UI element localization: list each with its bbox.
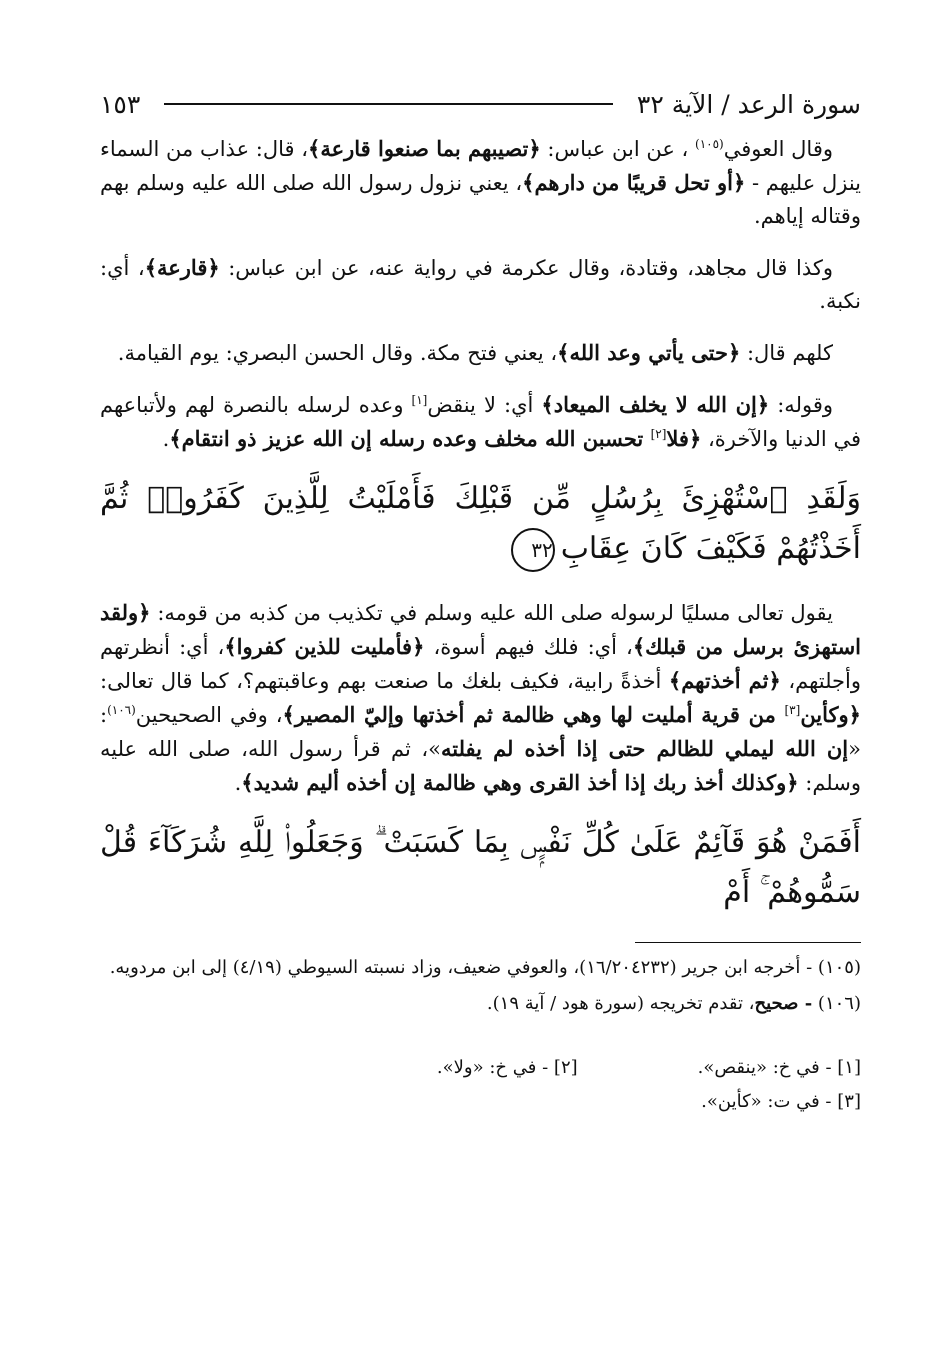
quran-verse-33-start	[100, 818, 861, 918]
quran-quote: ﴿إن الله لا يخلف الميعاد﴾	[541, 392, 770, 417]
quran-quote: ﴿أو تحل قريبًا من دارهم﴾	[522, 170, 746, 195]
variant-ref: [٢]	[650, 427, 667, 441]
text-run: ، يعني فتح مكة. وقال الحسن البصري: يوم القيامة.	[117, 341, 558, 365]
quran-quote: ﴿قارعة﴾	[144, 255, 220, 280]
page-number: ١٥٣	[100, 89, 141, 119]
sura-title: سورة الرعد / الآية ٣٢	[636, 89, 861, 119]
footnote-ref: (١٠٥)	[695, 137, 724, 151]
text-run: ، أي: نكبة.	[100, 256, 861, 313]
text-run: وقال العوفي	[723, 137, 833, 161]
text-run: أي: لا ينقض	[427, 393, 542, 417]
quran-quote: ﴿فلا	[666, 426, 702, 451]
verse-text: أَفَمَنْ هُوَ قَآئِمٌ عَلَىٰ كُلِّ نَفْسٍۭ بِمَا كَسَبَتْ ۗ وَجَعَلُوا۟ لِلَّهِ شُرَكَآءَ قُلْ سَمُّوهُمْ ۚ أَمْ	[100, 825, 861, 910]
variant-text: - في ت: «كأين».	[701, 1091, 832, 1112]
text-run: ، قال: عذاب من السماء ينزل عليهم -	[99, 137, 862, 195]
variants-column-1	[698, 1053, 861, 1121]
text-run: ، عن ابن عباس:	[540, 137, 689, 161]
text-run: وقوله:	[769, 393, 833, 417]
text-run: .	[234, 771, 242, 795]
variants-column-2	[437, 1053, 578, 1121]
variant-ref: [١]	[411, 393, 428, 407]
footnote-text: ، تقدم تخريجه (سورة هود / آية ١٩).	[486, 993, 755, 1014]
footnote-106	[100, 989, 861, 1019]
variant-note-1	[698, 1053, 861, 1083]
text-run: ، أي: أنظرتهم وأجلتهم،	[100, 635, 862, 693]
quran-quote: ﴿فأمليت للذين كفروا﴾	[224, 634, 425, 659]
text-run: أخذةً رابية، فكيف بلغك ما صنعت بهم وعاقبتهم؟، كما قال تعالى:	[100, 669, 669, 693]
text-run: »، ثم قرأ رسول الله، صلى الله عليه وسلم:	[100, 737, 861, 795]
quran-quote: ﴿ولقد استهزئ برسل من قبلك﴾	[100, 600, 862, 659]
variant-ref: [٣]	[784, 703, 801, 717]
variant-text: - في خ: «ولا».	[436, 1057, 549, 1078]
quran-quote: ﴿ثم أخذتهم﴾	[668, 668, 781, 693]
paragraph-2	[100, 251, 861, 318]
paragraph-3	[100, 336, 861, 370]
footnote-grade: - صحيح	[754, 993, 813, 1014]
text-run: وعده لرسله بالنصرة لهم ولأتباعهم في الدنيا والآخرة،	[100, 393, 861, 451]
variant-marker: [٢]	[553, 1057, 578, 1078]
variant-marker: [١]	[837, 1057, 861, 1078]
verse-text: وَلَقَدِ ٱسْتُهْزِئَ بِرُسُلٍ مِّن قَبْلِكَ فَأَمْلَيْتُ لِلَّذِينَ كَفَرُوا۟ ثُمَّ أَخَذْتُهُمْ فَكَيْفَ كَانَ عِقَابِ	[100, 481, 861, 566]
paragraph-5	[100, 596, 861, 800]
footnote-text: - أخرجه ابن جرير (١٦/٢٠٤٢٣٢)، والعوفي ضعيف، وزاد نسبته السيوطي (٤/١٩) إلى ابن مردويه.	[109, 957, 813, 978]
quran-quote: ﴿وكذلك أخذ ربك إذا أخذ القرى وهي ظالمة إن أخذه أليم شديد﴾	[241, 770, 799, 795]
running-header	[100, 86, 861, 122]
variant-marker: [٣]	[837, 1091, 861, 1112]
footnote-marker: (١٠٥)	[817, 957, 861, 978]
paragraph-1	[100, 132, 861, 233]
verse-number-medallion: ٣٢	[511, 528, 555, 572]
footnote-marker: (١٠٦)	[817, 993, 861, 1014]
footnote-separator	[635, 942, 861, 943]
paragraph-4	[100, 388, 861, 456]
text-run: ، يعني نزول رسول الله صلى الله عليه وسلم بهم وقتاله إياهم.	[100, 171, 861, 228]
variant-note-2	[437, 1053, 578, 1083]
hadith-quote: إن الله ليملي للظالم حتى إذا أخذه لم يفلته	[440, 736, 849, 761]
text-run: يقول تعالى مسليًا لرسوله صلى الله عليه وسلم في تكذيب من كذبه من قومه:	[150, 601, 833, 625]
text-run: ، أي: فلك فيهم أسوة،	[424, 635, 633, 659]
text-run: : «	[100, 703, 861, 761]
text-run: ، وفي الصحيحين	[135, 703, 283, 727]
quran-quote: تحسبن الله مخلف وعده رسله إن الله عزيز ذو انتقام﴾	[169, 426, 651, 451]
footnote-105	[100, 953, 861, 983]
text-run: كلهم قال:	[740, 341, 833, 365]
text-run: .	[162, 427, 170, 451]
quran-quote: ﴿تصيبهم بما صنعوا قارعة﴾	[308, 136, 541, 161]
quran-verse-32	[100, 474, 861, 574]
variant-text: - في خ: «ينقص».	[697, 1057, 832, 1078]
quran-quote: ﴿حتى يأتي وعد الله﴾	[557, 340, 741, 365]
text-run: وكذا قال مجاهد، وقتادة، وقال عكرمة في رواية عنه، عن ابن عباس:	[219, 256, 833, 280]
footnote-ref: (١٠٦)	[107, 703, 136, 717]
header-rule	[164, 103, 613, 105]
manuscript-variants	[100, 1053, 861, 1121]
variant-note-3	[698, 1087, 861, 1117]
quran-quote: من قرية أمليت لها وهي ظالمة ثم أخذتها وإليّ المصير﴾	[282, 702, 785, 727]
quran-quote: ﴿وكأين	[800, 702, 861, 727]
